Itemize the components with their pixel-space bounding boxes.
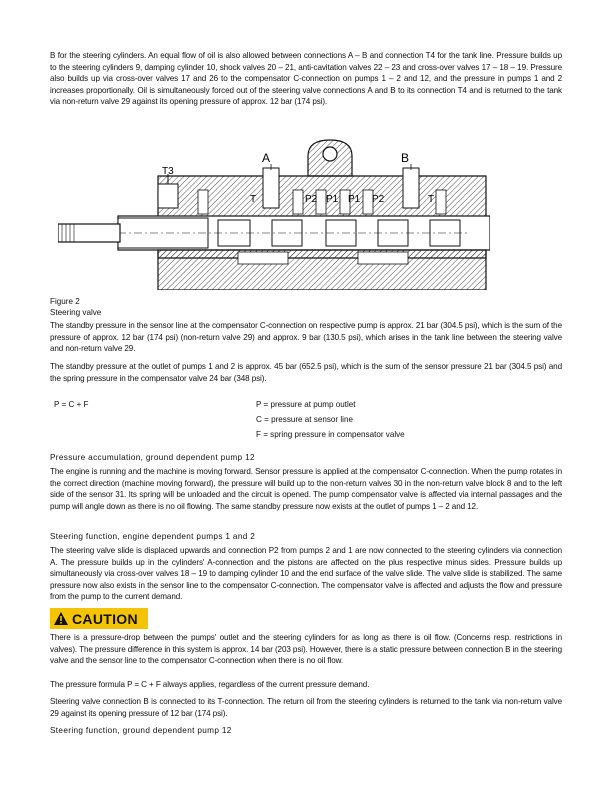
warning-triangle-icon [50, 608, 72, 629]
formula-note-paragraph: The pressure formula P = C + F always applies, regardless of the current pressure demand. [50, 680, 370, 689]
label-P2-right: P2 [372, 194, 385, 205]
heading-engine-dependent: Steering function, engine dependent pumps 1 and 2 [50, 532, 256, 541]
caution-banner [50, 608, 148, 629]
heading-ground-dependent: Steering function, ground dependent pump 12 [50, 726, 232, 735]
heading-pressure-accumulation: Pressure accumulation, ground dependent pump 12 [50, 453, 255, 462]
label-B: B [401, 151, 410, 165]
figure-title: Steering valve [50, 308, 102, 317]
formula-def-c: C = pressure at sensor line [256, 415, 353, 424]
figure-number: Figure 2 [50, 297, 80, 306]
standby-paragraph-1: The standby pressure in the sensor line at the compensator C-connection on respective pump is approx. 21 bar (304.5 psi), which is the sum of the pressure of approx. 12 bar (174 psi) (non-return valve 29) and approx. 9 bar (130.5 psi), which arises in the tank line between the steering valve and non-return valve 29. [50, 321, 562, 354]
label-P1-right: P1 [348, 194, 361, 205]
label-T3: T3 [162, 166, 174, 177]
return-paragraph: Steering valve connection B is connected to its T-connection. The return oil from the steering cylinders is returned to the tank via non-return valve 29 against its opening pressure of 12 bar (174 psi). [50, 697, 562, 718]
formula-main: P = C + F [54, 400, 89, 409]
formula-def-f: F = spring pressure in compensator valve [256, 430, 405, 439]
steering-valve-drawing [58, 138, 490, 290]
label-P2-left: P2 [305, 194, 318, 205]
label-T-left: T [250, 194, 257, 205]
label-P1-left: P1 [326, 194, 339, 205]
accumulation-paragraph: The engine is running and the machine is moving forward. Sensor pressure is applied at the compensator C-connection. When the pump rotates in the correct direction (machine moving forward), the pressure will build up to the non-return valves 30 in the non-return valve block 8 and to the left side of the sensor 31. Its spring will be unloaded and the circuit is opened. The pump compensator valve is affected via internal passages and the pump will angle down as there is no oil flowing. The same standby pressure now exists at the outlet of pumps 1 – 2 and 12. [50, 467, 562, 511]
caution-paragraph: There is a pressure-drop between the pumps' outlet and the steering cylinders for as long as there is oil flow. (Concerns resp. restrictions in valves). The pressure difference in this system is approx. 14 bar (203 psi). However, there is a static pressure between connection B in the steering valve and the sensor line to the compensator C-connection when there is no oil flow. [50, 633, 562, 666]
label-A: A [262, 151, 271, 165]
intro-paragraph: B for the steering cylinders. An equal flow of oil is also allowed between connections A – B and connection T4 for the tank line. Pressure builds up to the steering cylinders 9, damping cylinder 10, shock valves 20 – 21, anti-cavitation valves 22 – 23 and cross-over valves 17 – 18 – 19. Pressure also builds up via cross-over valves 17 and 26 to the compensator C-connection on pumps 1 – 2 and 12, and the pressure in pumps 1 and 2 increases proportionally. Oil is simultaneously forced out of the steering valve connections A and B to its connection T4 and is returned to the tank via non-return valve 29 against its opening pressure of approx. 12 bar (174 psi). [50, 51, 562, 107]
label-T-right: T [428, 194, 435, 205]
formula-def-p: P = pressure at pump outlet [256, 400, 356, 409]
caution-label: CAUTION [72, 610, 138, 627]
standby-paragraph-2: The standby pressure at the outlet of pumps 1 and 2 is approx. 45 bar (652.5 psi), which is the sum of the sensor pressure 21 bar (304.5 psi) and the spring pressure in the compensator valve 24 bar (348 psi). [50, 362, 562, 383]
steering-valve-figure [58, 138, 490, 290]
engine-paragraph: The steering valve slide is displaced upwards and connection P2 from pumps 2 and 1 are now connected to the steering cylinders via connection A. The pressure builds up in the cylinders' A-connection and the pistons are affected on the plus respective minus sides. Pressure builds up simultaneously via cross-over valves 18 – 19 to damping cylinder 10 and the end surface of the valve slide. The valve slide is stabilized. The same pressure now also exists in the sensor line to the compensator C-connection. The compensator valve is affected and adjusts the flow and pressure from the pump to the current demand. [50, 546, 562, 602]
